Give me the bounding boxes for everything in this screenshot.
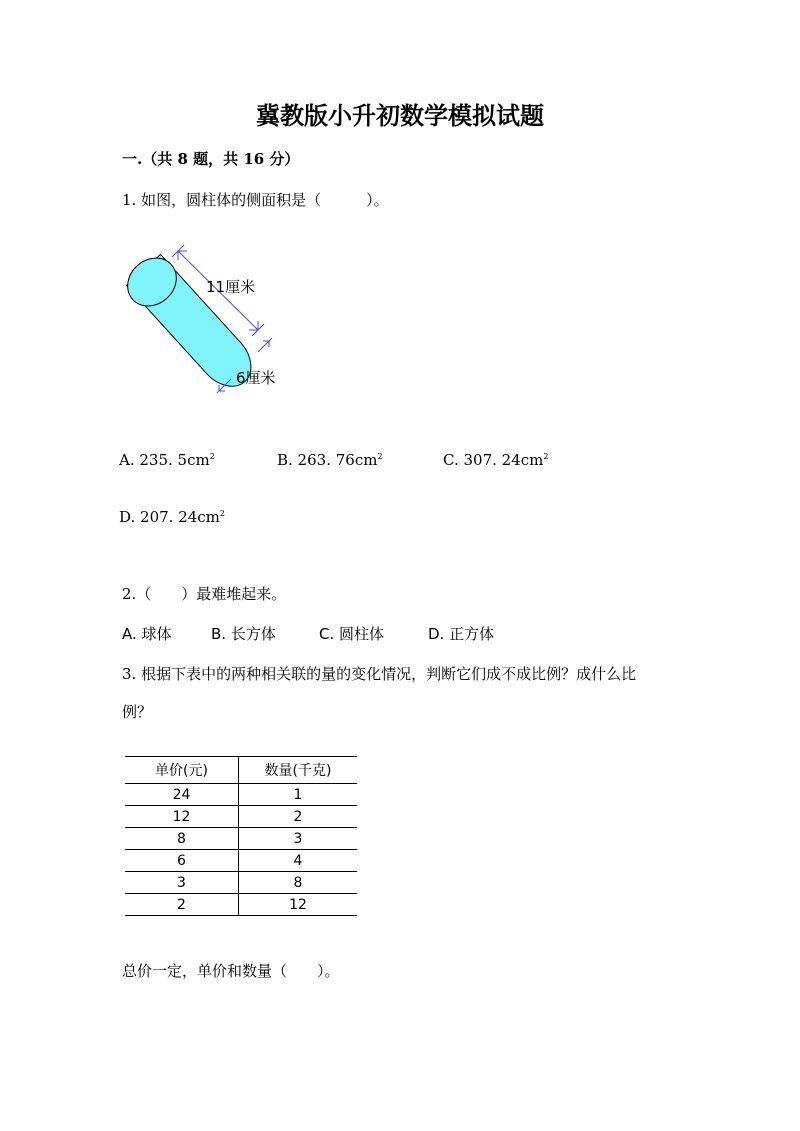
table-cell-quantity: 8	[239, 872, 358, 894]
q1-option-a[interactable]	[119, 451, 215, 469]
price-quantity-table	[125, 756, 357, 916]
table-header-price: 单价(元)	[125, 757, 239, 784]
table-cell-quantity: 12	[239, 894, 358, 916]
q1-option-c[interactable]	[443, 451, 548, 469]
q1-option-b[interactable]	[277, 451, 383, 469]
q2-option-d[interactable]: D. 正方体	[428, 625, 495, 643]
q1-option-b-text: B. 263. 76cm	[277, 451, 378, 469]
q1-option-d-sup: 2	[219, 509, 225, 518]
table-row	[125, 828, 357, 850]
table-row	[125, 784, 357, 806]
table-header-quantity: 数量(千克)	[239, 757, 358, 784]
table-cell-price: 8	[125, 828, 239, 850]
question-1-text: 1. 如图，圆柱体的侧面积是（ ）。	[122, 191, 389, 209]
table-cell-price: 3	[125, 872, 239, 894]
length-label: 11厘米	[206, 278, 256, 296]
table-header-row	[125, 757, 357, 784]
table-row	[125, 894, 357, 916]
q1-option-d[interactable]	[119, 508, 225, 526]
table-cell-quantity: 3	[239, 828, 358, 850]
table-cell-quantity: 1	[239, 784, 358, 806]
q1-option-c-text: C. 307. 24cm	[443, 451, 544, 469]
table-cell-quantity: 4	[239, 850, 358, 872]
question-2-text: 2.（ ）最难堆起来。	[122, 585, 287, 603]
q1-option-b-sup: 2	[377, 452, 383, 461]
table-cell-quantity: 2	[239, 806, 358, 828]
question-3-text-line-1: 3. 根据下表中的两种相关联的量的变化情况，判断它们成不成比例？成什么比	[122, 665, 637, 683]
page-title: 冀教版小升初数学模拟试题	[256, 101, 544, 130]
table-cell-price: 12	[125, 806, 239, 828]
diameter-label: 6厘米	[236, 369, 276, 387]
table-row	[125, 850, 357, 872]
table-cell-price: 2	[125, 894, 239, 916]
q1-option-a-text: A. 235. 5cm	[119, 451, 210, 469]
cylinder-figure	[122, 240, 322, 410]
q1-option-c-sup: 2	[543, 452, 549, 461]
question-3-follow-up: 总价一定，单价和数量（ ）。	[122, 962, 340, 980]
q1-option-a-sup: 2	[209, 452, 215, 461]
table-row	[125, 872, 357, 894]
table-row	[125, 806, 357, 828]
section-heading: 一.（共 8 题，共 16 分）	[122, 150, 300, 168]
table-cell-price: 24	[125, 784, 239, 806]
q2-option-a[interactable]: A. 球体	[122, 625, 172, 643]
table-cell-price: 6	[125, 850, 239, 872]
question-3-text-line-2: 例？	[122, 703, 153, 721]
q2-option-c[interactable]: C. 圆柱体	[319, 625, 385, 643]
q1-option-d-text: D. 207. 24cm	[119, 508, 220, 526]
q2-option-b[interactable]: B. 长方体	[211, 625, 276, 643]
